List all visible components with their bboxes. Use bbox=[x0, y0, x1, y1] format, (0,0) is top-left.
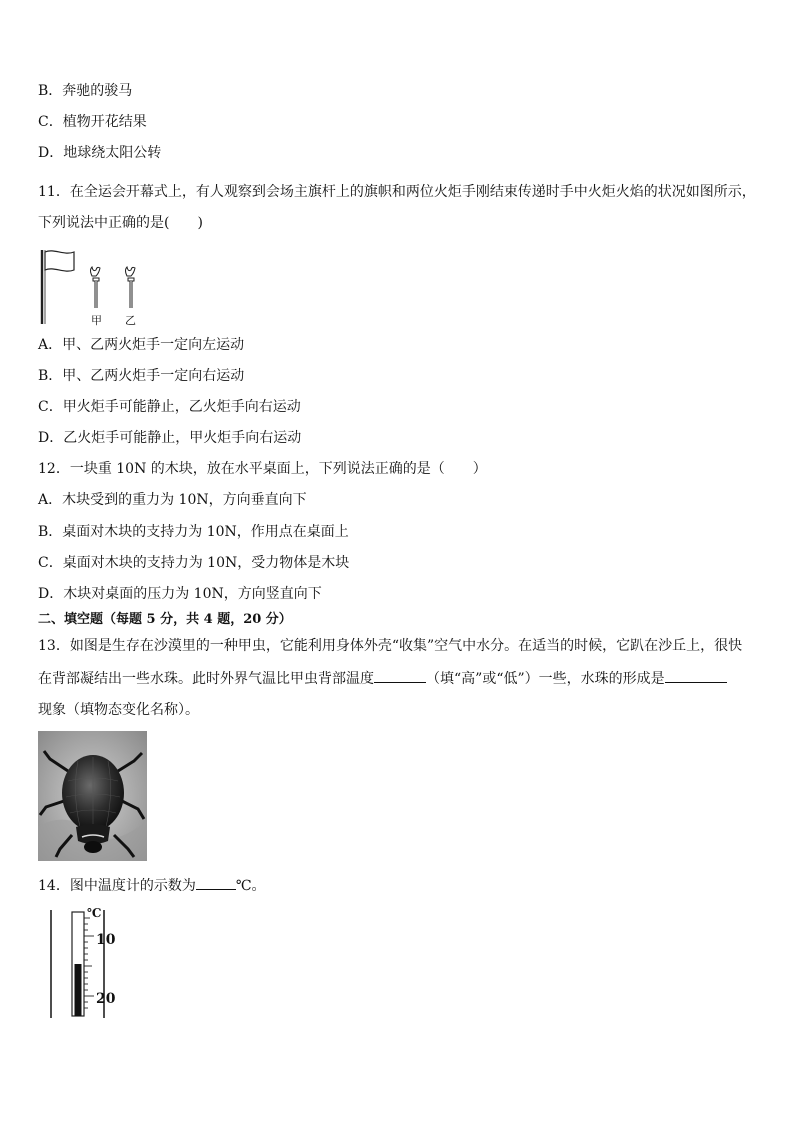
q13-line1: 13．如图是生存在沙漠里的一种甲虫，它能利用身体外壳“收集”空气中水分。在适当的时候，它趴在沙丘上，很快 bbox=[38, 638, 743, 654]
thermometer-unit: ℃ bbox=[87, 906, 102, 920]
q10-option-c: C．植物开花结果 bbox=[38, 114, 147, 130]
q11-figure bbox=[36, 246, 156, 330]
torch-icon bbox=[126, 267, 136, 308]
q14-stem-part-b: ℃。 bbox=[235, 878, 266, 894]
q11-option-c: C．甲火炬手可能静止，乙火炬手向右运动 bbox=[38, 399, 301, 415]
thermometer-figure bbox=[46, 906, 122, 1020]
q13-line3: 现象（填物态变化名称）。 bbox=[38, 702, 199, 718]
q14-stem-part-a: 14．图中温度计的示数为 bbox=[38, 878, 196, 894]
thermometer-tick-20: 20 bbox=[96, 991, 116, 1007]
section-heading: 二、填空题（每题 5 分，共 4 题，20 分） bbox=[38, 612, 292, 627]
q14-answer-blank[interactable] bbox=[196, 875, 236, 890]
flag-icon bbox=[42, 250, 74, 324]
q13-line2 bbox=[38, 668, 727, 689]
torch-label-jia: 甲 bbox=[91, 314, 102, 327]
q13-line2-part-b: （填“高”或“低”）一些，水珠的形成是 bbox=[426, 671, 665, 687]
q11-option-a: A．甲、乙两火炬手一定向左运动 bbox=[38, 337, 245, 353]
q13-answer-blank-2[interactable] bbox=[665, 668, 727, 683]
thermometer-tick-10: 10 bbox=[96, 932, 116, 948]
q12-option-c: C．桌面对木块的支持力为 10N，受力物体是木块 bbox=[38, 555, 350, 571]
q11-option-b: B．甲、乙两火炬手一定向右运动 bbox=[38, 368, 245, 384]
q14-stem bbox=[38, 875, 266, 896]
q13-answer-blank-1[interactable] bbox=[374, 668, 426, 683]
q11-option-d: D．乙火炬手可能静止，甲火炬手向右运动 bbox=[38, 430, 302, 446]
q10-option-d: D．地球绕太阳公转 bbox=[38, 145, 162, 161]
q12-option-b: B．桌面对木块的支持力为 10N，作用点在桌面上 bbox=[38, 524, 349, 540]
q10-option-b: B．奔驰的骏马 bbox=[38, 83, 133, 99]
q12-stem: 12．一块重 10N 的木块，放在水平桌面上，下列说法正确的是（ ） bbox=[38, 461, 487, 477]
torch-icon bbox=[91, 267, 101, 308]
q13-line2-part-a: 在背部凝结出一些水珠。此时外界气温比甲虫背部温度 bbox=[38, 671, 374, 687]
beetle-photo bbox=[38, 731, 147, 861]
q11-stem-line2: 下列说法中正确的是( ) bbox=[38, 215, 203, 231]
q11-stem-line1: 11．在全运会开幕式上，有人观察到会场主旗杆上的旗帜和两位火炬手刚结束传递时手中火炬火焰的状况如图所示， bbox=[38, 184, 756, 200]
q12-option-d: D．木块对桌面的压力为 10N，方向竖直向下 bbox=[38, 586, 322, 602]
q12-option-a: A．木块受到的重力为 10N，方向垂直向下 bbox=[38, 492, 307, 508]
torch-label-yi: 乙 bbox=[125, 314, 136, 327]
